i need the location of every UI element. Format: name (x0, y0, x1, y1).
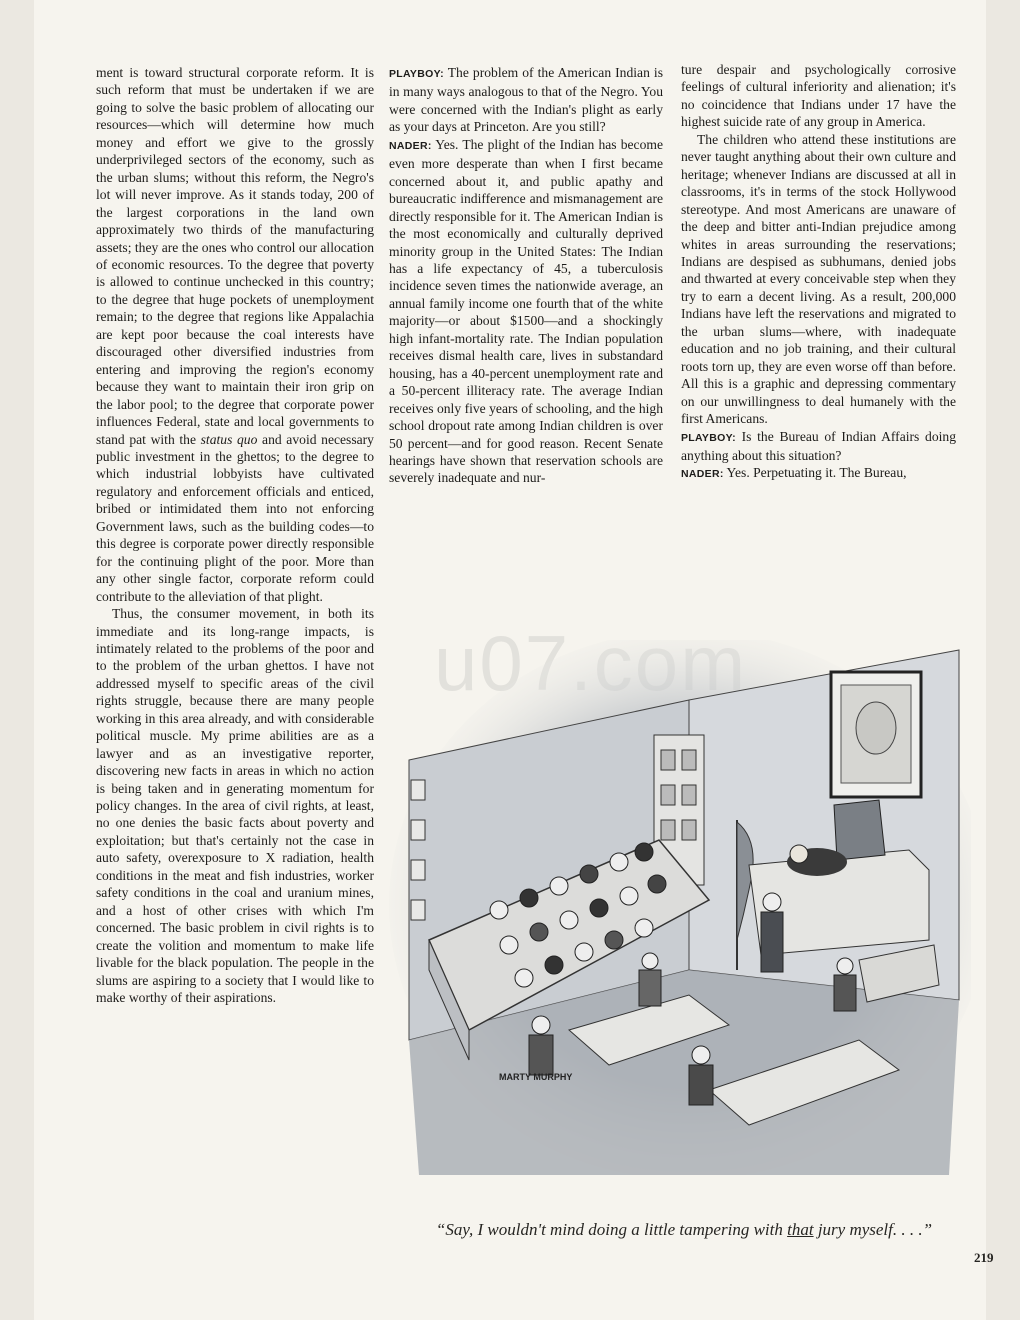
text-column-middle (389, 64, 663, 487)
page-number: 219 (974, 1250, 994, 1265)
text-column-right (681, 61, 956, 484)
paragraph: The children who attend these institutions are never taught anything about their own culture and heritage; whenever Indians are discussed at all in classrooms, it's in terms of the stock Hollywood stereotype. And most Americans are unaware of the deep and bitter anti-Indian prejudice among whites in areas surrounding the reservations; Indians are despised as subhumans, denied jobs and thwarted at every conceivable step when they try to earn a decent living. As a result, 200,000 Indians have left the reservations and migrated to the urban slums—where, with inadequate education and no job training, and their cultural roots torn up, they are even worse off than before. All this is a graphic and depressing commentary on our unwillingness to deal humanely with the first Americans. (681, 131, 956, 427)
speaker-label: NADER: (389, 139, 432, 152)
text-column-left (96, 64, 374, 1006)
courtroom-cartoon (389, 640, 971, 1175)
interview-answer: NADER: Yes. The plight of the Indian has become even more desperate than when I first became concerned about it, and public apathy and bureaucratic indifference and mismanagement are directly responsible for it. The American Indian is the most economically and culturally deprived minority group in the United States: The Indian has a life expectancy of 45, a tuberculosis incidence seven times the nationwide average, an annual family income one fourth that of the white majority—or about $1500—and a shockingly high infant-mortality rate. The Indian population receives dismal health care, lives in substandard housing, has a 40-percent unemployment rate and a 50-percent illiteracy rate. The average Indian receives only five years of schooling, and the high school dropout rate among Indian children is over 50 percent—and for good reason. Recent Senate hearings have shown that reservation schools are severely inadequate and nur- (389, 136, 663, 486)
speaker-label: PLAYBOY: (681, 431, 736, 444)
paragraph: ment is toward structural corporate reform. It is such reform that must be undertaken if we are going to solve the basic problem of allocating our resources—which will determine how much money and effort we give to the grossly underprivileged sectors of the economy, such as the urban slums; without this reform, the Negro's lot will never improve. As it stands today, 200 of the largest corporations in the land own approximately two thirds of the manufacturing assets; they are the ones who control our allocation of economic resources. To the degree that poverty is allowed to continue unchecked in this country; to the degree that huge pockets of unemployment remain; to the degree that regions like Appalachia are kept poor because the coal interests have discouraged other diversified industries from entering and improving the region's economy because they want to maintain their iron grip on the labor pool; to the degree that corporate power influences Federal, state and local governments to stand pat with the status quo and avoid necessary public investment in the ghettos; to the degree to which industrial lobbyists have cultivated regulatory and enforcement officials and enticed, bribed or intimidated them into not enforcing Government laws, such as the building codes—to this degree is corporate power directly responsible for the continuing plight of the poor. More than any other single factor, corporate reform could contribute to the alleviation of that plight. (96, 65, 374, 604)
speaker-label: NADER: (681, 468, 724, 481)
magazine-page (34, 0, 994, 1320)
interview-answer: NADER: Yes. Perpetuating it. The Bureau, (681, 465, 907, 481)
speaker-label: PLAYBOY: (389, 68, 444, 80)
artist-signature: MARTY MURPHY (499, 1072, 573, 1082)
interview-question: PLAYBOY: Is the Bureau of Indian Affairs doing anything about this situation? (681, 428, 956, 463)
paragraph: ture despair and psychologically corrosive feelings of cultural inferiority and alienation; it's no coincidence that Indians under 17 have the highest suicide rate of any group in America. (681, 62, 956, 130)
cartoon-caption: “Say, I wouldn't mind doing a little tampering with that jury myself. . . .” (435, 1220, 933, 1239)
paragraph: Thus, the consumer movement, in both its immediate and its long-range impacts, is intimately related to the problems of the poor and to the problem of the urban ghettos. I have not addressed myself to specific areas of the civil rights struggle, because there are many people working in this area already, and with considerable political muscle. My prime abilities are as a lawyer and as an investigative reporter, discovering new facts in areas in which no action is being taken and in generating momentum for policy changes. In the area of civil rights, at least, no one denies the basic facts about poverty and exploitation; but that's certainly not the case in auto safety, overexposure to X radiation, health conditions in the meat and fish industries, worker safety conditions in the coal and uranium mines, and a host of other crises with which I'm concerned. The basic problem in civil rights is to create the volition and momentum to make life livable for the black population. The people in the slums are aspiring to a society that I would like to make worthy of their aspirations. (96, 606, 374, 1006)
interview-question: PLAYBOY: The problem of the American Indian is in many ways analogous to that of the Negro. You were concerned with the Indian's plight as early as your days at Princeton. Are you still? (389, 65, 663, 135)
